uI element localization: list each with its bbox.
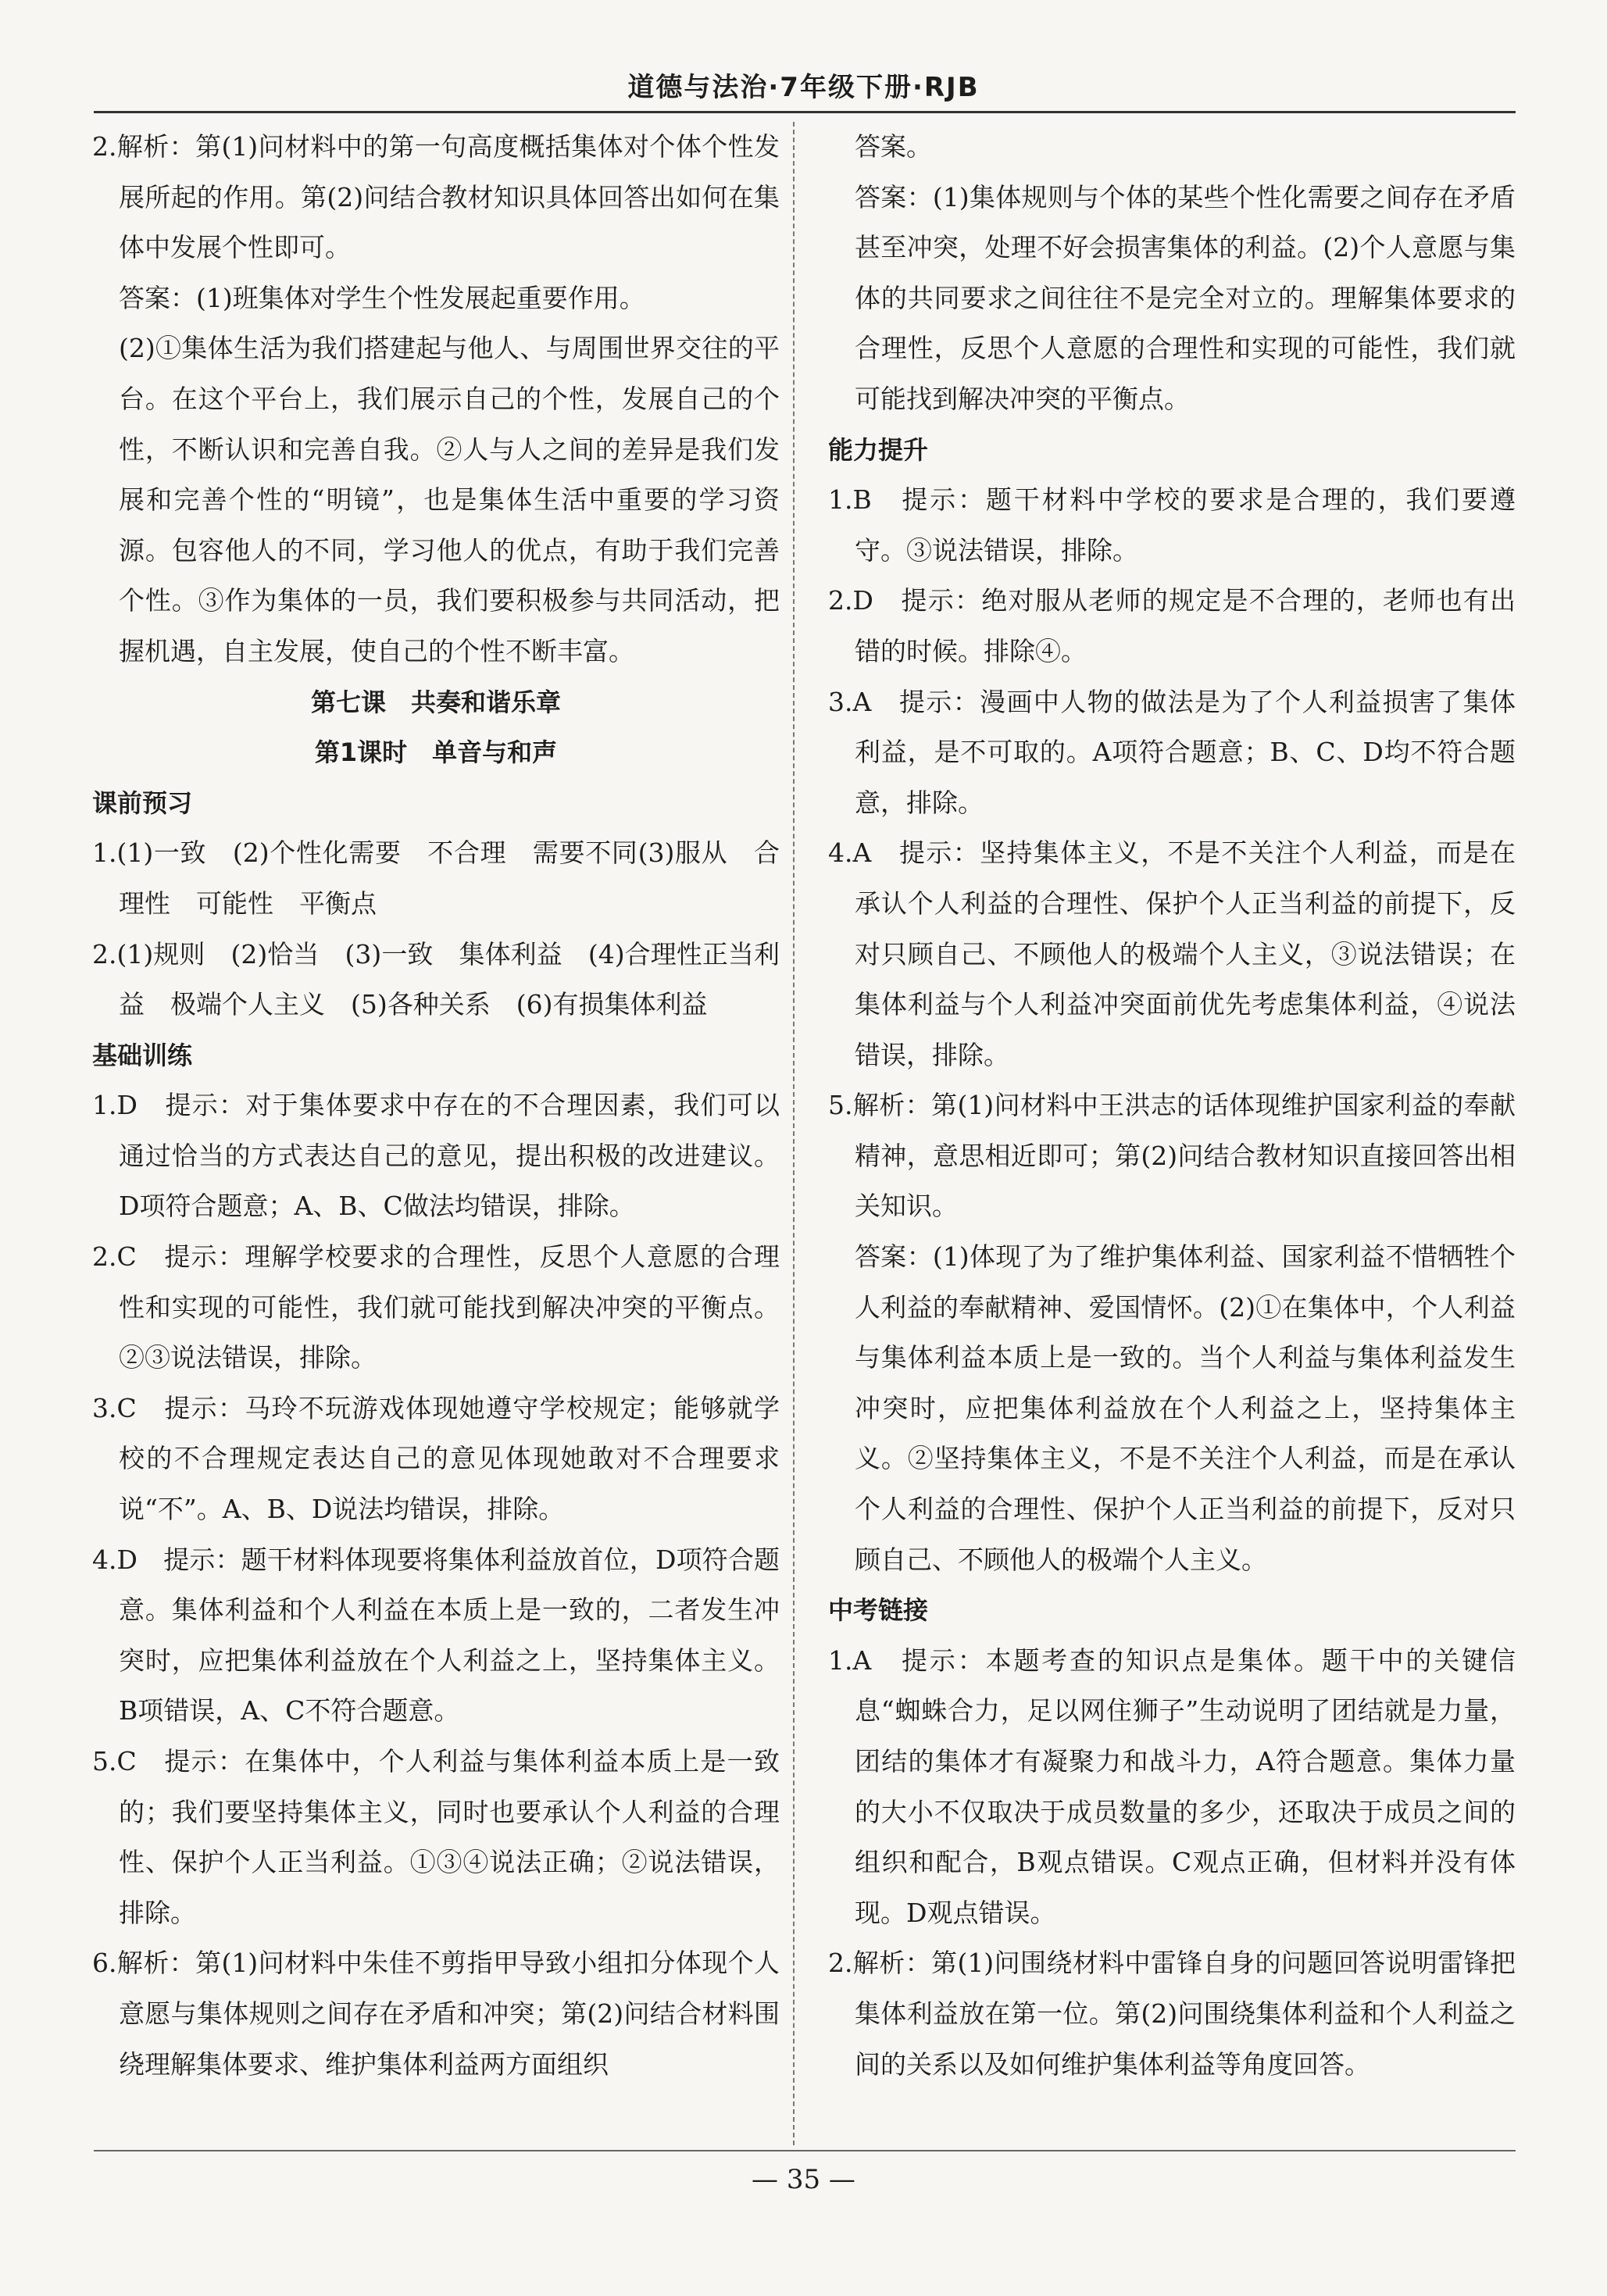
preview-2: 2.(1)规则 (2)恰当 (3)一致 集体利益 (4)合理性正当利益 极端个人主义 (5)各种关系 (6)有损集体利益 — [92, 938, 780, 1020]
basic-heading: 基础训练 — [92, 1040, 193, 1070]
left-q2-answer-1: 答案：(1)班集体对学生个性发展起重要作用。 — [119, 282, 645, 313]
ability-heading: 能力提升 — [828, 434, 929, 465]
ability-5: 5.解析：第(1)问材料中王洪志的话体现维护国家利益的奉献精神，意思相近即可；第(2)问结合教材知识直接回答出相关知识。 — [828, 1090, 1516, 1222]
right-b6-cont: 答案。 — [855, 131, 932, 162]
exam-1: 1.A 提示：本题考查的知识点是集体。题干中的关键信息“蜘蛛合力，足以网住狮子”生动说明了团结就是力量，团结的集体才有凝聚力和战斗力，A符合题意。集体力量的大小不仅取决于成员数量的多少，还取决于成员之间的组织和配合，B观点错误。C观点正确，但材料并没有体现。D观点错误。 — [828, 1644, 1516, 1928]
right-b6-answer: 答案：(1)集体规则与个体的某些个性化需要之间存在矛盾甚至冲突，处理不好会损害集体的利益。(2)个人意愿与集体的共同要求之间往往不是完全对立的。理解集体要求的合理性，反思个人意愿的合理性和实现的可能性，我们就可能找到解决冲突的平衡点。 — [855, 181, 1516, 414]
basic-4: 4.D 提示：题干材料体现要将集体利益放首位，D项符合题意。集体利益和个人利益在本质上是一致的，二者发生冲突时，应把集体利益放在个人利益之上，坚持集体主义。B项错误，A、C不符合题意。 — [92, 1544, 780, 1726]
basic-5: 5.C 提示：在集体中，个人利益与集体利益本质上是一致的；我们要坚持集体主义，同时也要承认个人利益的合理性、保护个人正当利益。①③④说法正确；②说法错误，排除。 — [92, 1746, 780, 1928]
basic-6: 6.解析：第(1)问材料中朱佳不剪指甲导致小组扣分体现个人意愿与集体规则之间存在矛盾和冲突；第(2)问结合材料围绕理解集体要求、维护集体利益两方面组织 — [92, 1948, 780, 2080]
column-divider — [793, 122, 795, 2145]
exam-heading: 中考链接 — [828, 1595, 929, 1626]
ability-4: 4.A 提示：坚持集体主义，不是不关注个人利益，而是在承认个人利益的合理性、保护个人正当利益的前提下，反对只顾自己、不顾他人的极端个人主义，③说法错误；在集体利益与个人利益冲突面前优先考虑集体利益，④说法错误，排除。 — [828, 837, 1516, 1070]
header-rule — [94, 111, 1516, 113]
footer-rule — [94, 2150, 1516, 2151]
lesson-title: 第七课 共奏和谐乐章 — [310, 687, 561, 717]
exam-2: 2.解析：第(1)问围绕材料中雷锋自身的问题回答说明雷锋把集体利益放在第一位。第(2)问围绕集体利益和个人利益之间的关系以及如何维护集体利益等角度回答。 — [828, 1948, 1516, 2080]
preview-heading: 课前预习 — [92, 787, 193, 818]
ability-5-answer: 答案：(1)体现了为了维护集体利益、国家利益不惜牺牲个人利益的奉献精神、爱国情怀。(2)①在集体中，个人利益与集体利益本质上是一致的。当个人利益与集体利益发生冲突时，应把集体利益放在个人利益之上，坚持集体主义。②坚持集体主义，不是不关注个人利益，而是在承认个人利益的合理性、保护个人正当利益的前提下，反对只顾自己、不顾他人的极端个人主义。 — [855, 1241, 1516, 1575]
basic-3: 3.C 提示：马玲不玩游戏体现她遵守学校规定；能够就学校的不合理规定表达自己的意见体现她敢对不合理要求说“不”。A、B、D说法均错误，排除。 — [92, 1392, 780, 1525]
period-title: 第1课时 单音与和声 — [314, 737, 558, 768]
left-q2-analysis: 2.解析：第(1)问材料中的第一句高度概括集体对个体个性发展所起的作用。第(2)问结合教材知识具体回答出如何在集体中发展个性即可。 — [92, 131, 780, 263]
basic-1: 1.D 提示：对于集体要求中存在的不合理因素，我们可以通过恰当的方式表达自己的意见，提出积极的改进建议。D项符合题意；A、B、C做法均错误，排除。 — [92, 1090, 780, 1222]
header-title: 道德与法治·7年级下册·RJB — [627, 72, 980, 103]
right-column — [828, 122, 1516, 2090]
page-number: — 35 — — [752, 2164, 855, 2195]
ability-3: 3.A 提示：漫画中人物的做法是为了个人利益损害了集体利益，是不可取的。A项符合题意；B、C、D均不符合题意，排除。 — [828, 686, 1516, 818]
ability-2: 2.D 提示：绝对服从老师的规定是不合理的，老师也有出错的时候。排除④。 — [828, 585, 1516, 666]
ability-1: 1.B 提示：题干材料中学校的要求是合理的，我们要遵守。③说法错误，排除。 — [828, 484, 1516, 566]
left-column — [92, 122, 780, 2090]
left-q2-answer-2: (2)①集体生活为我们搭建起与他人、与周围世界交往的平台。在这个平台上，我们展示自己的个性，发展自己的个性，不断认识和完善自我。②人与人之间的差异是我们发展和完善个性的“明镜”，也是集体生活中重要的学习资源。包容他人的不同，学习他人的优点，有助于我们完善个性。③作为集体的一员，我们要积极参与共同活动，把握机遇，自主发展，使自己的个性不断丰富。 — [119, 333, 780, 666]
preview-1: 1.(1)一致 (2)个性化需要 不合理 需要不同(3)服从 合理性 可能性 平衡点 — [92, 837, 780, 919]
basic-2: 2.C 提示：理解学校要求的合理性，反思个人意愿的合理性和实现的可能性，我们就可能找到解决冲突的平衡点。②③说法错误，排除。 — [92, 1241, 780, 1373]
